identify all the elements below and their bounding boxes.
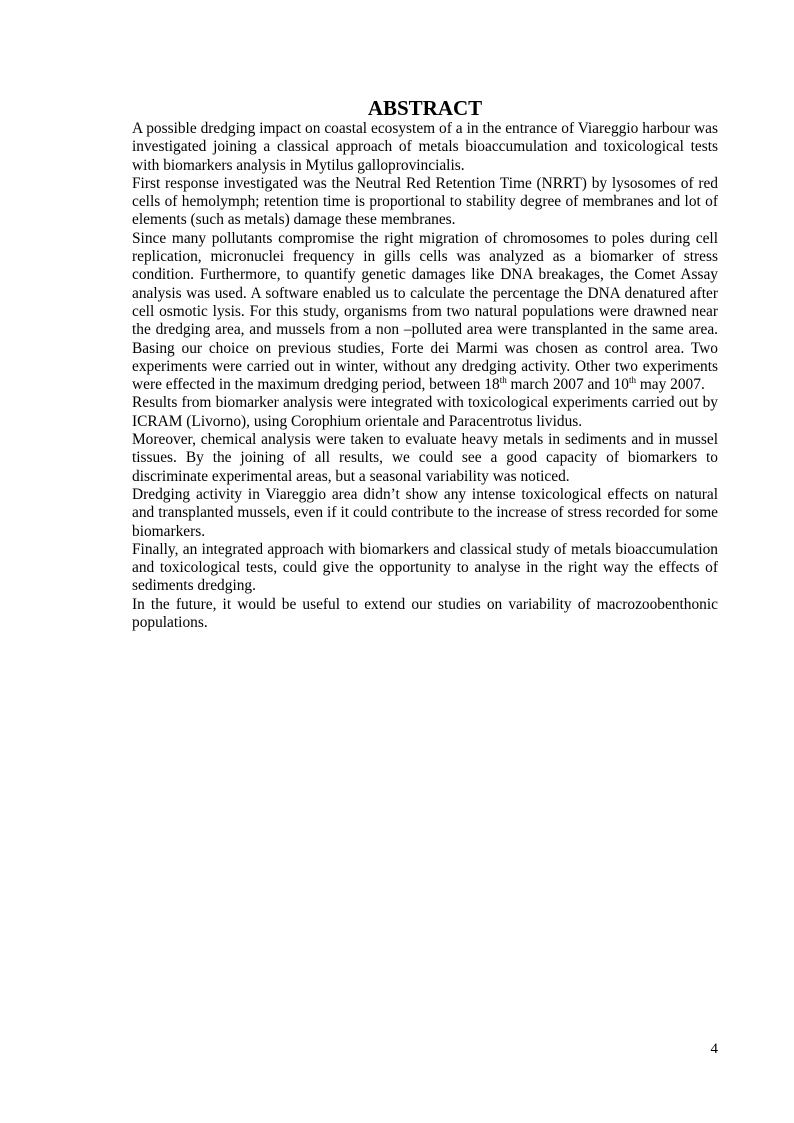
paragraph-future-work: In the future, it would be useful to extend our studies on variability of macrozoobenthonic populations. (132, 595, 718, 632)
abstract-body (132, 120, 718, 632)
paragraph-viareggio-dredging: Dredging activity in Viareggio area didn’t show any intense toxicological effects on natural and transplanted mussels, even if it could contribute to the increase of stress recorded for some biomarkers. (132, 485, 718, 540)
abstract-heading: ABSTRACT (367, 96, 483, 120)
page-number: 4 (710, 1041, 718, 1057)
ordinal-suffix: th (628, 375, 636, 386)
paragraph-date-end: may 2007. (635, 376, 705, 394)
paragraph-micronuclei-text: Since many pollutants compromise the right migration of chromosomes to poles during cell replication, micronuclei frequency in gills cells was analyzed as a biomarker of stress condition. Furthermore, to quantify genetic damages like DNA breakages, the Comet Assay analysis was used. A software enabled us to calculate the percentage the DNA denatured after cell osmotic lysis. For this study, organisms from two natural populations were drawned near the dredging area, and mussels from a non –polluted area were transplanted in the same area. Basing our choice on previous studies, Forte dei Marmi was chosen as control area. Two experiments were carried out in winter, without any dredging activity. Other two experiments were effected in the maximum dredging period, between 18 (132, 229, 718, 394)
paragraph-dredging-impact: A possible dredging impact on coastal ecosystem of a in the entrance of Viareggio harbour was investigated joining a classical approach of metals bioaccumulation and toxicological tests with biomarkers analysis in Mytilus galloprovincialis. (132, 120, 718, 174)
paragraph-chemical-analysis: Moreover, chemical analysis were taken to evaluate heavy metals in sediments and in mussel tissues. By the joining of all results, we could see a good capacity of biomarkers to discriminate experimental areas, but a seasonal variability was noticed. (132, 431, 718, 485)
paragraph-integrated-approach: Finally, an integrated approach with biomarkers and classical study of metals bioaccumulation and toxicological tests, could give the opportunity to analyse in the right way the effects of sediments dredging. (132, 540, 718, 595)
paragraph-nrrt: First response investigated was the Neutral Red Retention Time (NRRT) by lysosomes of red cells of hemolymph; retention time is proportional to stability degree of membranes and lot of elements (such as metals) damage these membranes. (132, 174, 718, 229)
paragraph-micronuclei-comet (132, 230, 718, 395)
paragraph-date-text: march 2007 and 10 (506, 376, 629, 394)
paragraph-toxicological-results: Results from biomarker analysis were integrated with toxicological experiments carried out by ICRAM (Livorno), using Corophium orientale and Paracentrotus lividus. (132, 394, 718, 430)
ordinal-suffix: th (499, 375, 507, 386)
